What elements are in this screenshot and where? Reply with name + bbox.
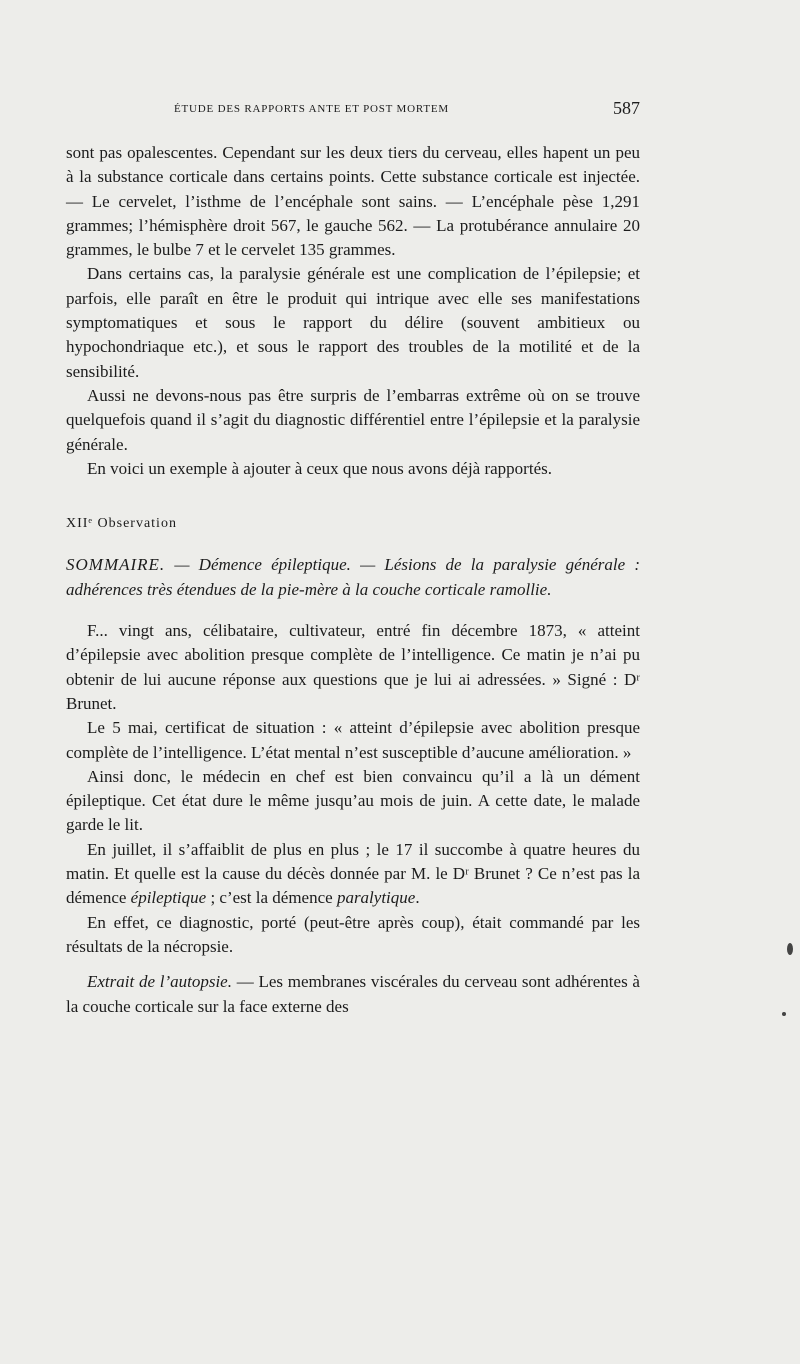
paragraph-effet: En effet, ce diagnostic, porté (peut-être après coup), était commandé par les résultats de la nécropsie.: [66, 912, 640, 956]
scan-speck: [787, 943, 793, 955]
page-number: 587: [613, 98, 640, 118]
paragraph-autopsie: [66, 970, 640, 1019]
summary-label: SOMMAIRE.: [66, 555, 166, 575]
running-header: [66, 98, 640, 121]
paragraph-certificat: Le 5 mai, certificat de situation : « atteint d’épilepsie avec abolition presque complète de l’intelligence. L’état mental n’est susceptible d’aucune amélioration. »: [66, 718, 640, 762]
juillet-text-1: En juillet, il s’affaiblit de plus en plus ; le 17 il succombe à quatre heures du matin. Et quelle est la cause du décès donnée par M. le Dʳ Brunet ? Ce n’est pas la démence: [66, 839, 640, 908]
observation-summary: [66, 553, 640, 602]
body-text: [66, 141, 640, 1019]
juillet-text-3: .: [415, 888, 420, 908]
autopsie-label: Extrait de l’autopsie.: [87, 972, 232, 992]
summary-text: — Démence épileptique. — Lésions de la paralysie générale : adhérences très étendues de la pie-mère à la couche corticale ramollie.: [66, 555, 640, 599]
paragraph-continued: sont pas opalescentes. Cependant sur les deux tiers du cerveau, elles hapent un peu à la substance corticale dans certains points. Cette substance corticale est injectée. — Le cervelet, l’isthme de l’encéphale sont sains. — L’encéphale pèse 1,291 grammes; l’hémisphère droit 567, le gauche 562. — La protubérance annulaire 20 grammes, le bulbe 7 et le cervelet 135 grammes.: [66, 143, 640, 260]
autopsie-text: — Les membranes viscérales du cerveau sont adhérentes à la couche corticale sur la face externe des: [66, 972, 640, 1016]
juillet-italic-epileptique: épileptique: [130, 888, 207, 908]
juillet-italic-paralytique: paralytique: [336, 888, 416, 908]
paragraph-exemple: En voici un exemple à ajouter à ceux que nous avons déjà rapportés.: [87, 458, 552, 478]
paragraph-complication: Dans certains cas, la paralysie générale est une complication de l’épilepsie; et parfois, elle paraît en être le produit qui intrique avec elle ses manifestations symptomatiques et sous le rapport du délire (souvent ambitieux ou hypochondriaque etc.), et sous le rapport des troubles de la motilité et de la sensibilité.: [66, 264, 640, 381]
paragraph-embarras: Aussi ne devons-nous pas être surpris de l’embarras extrême où on se trouve quelquefois quand il s’agit du diagnostic différentiel entre l’épilepsie et la paralysie générale.: [66, 385, 640, 454]
juillet-text-2: ; c’est la démence: [206, 888, 337, 908]
scan-speck: [782, 1012, 786, 1016]
paragraph-juillet: [66, 838, 640, 911]
observation-heading: XIIᵉ Observation: [66, 516, 177, 532]
running-title: ÉTUDE DES RAPPORTS ANTE ET POST MORTEM: [174, 103, 449, 115]
paragraph-admission: F... vingt ans, célibataire, cultivateur, entré fin décembre 1873, « atteint d’épilepsie avec abolition presque complète de l’intelligence. Ce matin je n’ai pu obtenir de lui aucune réponse aux questions que je lui ai adressées. » Signé : Dʳ Brunet.: [66, 621, 640, 713]
paragraph-dement: Ainsi donc, le médecin en chef est bien convaincu qu’il a là un dément épileptique. Cet état dure le même jusqu’au mois de juin. A cette date, le malade garde le lit.: [66, 766, 640, 835]
